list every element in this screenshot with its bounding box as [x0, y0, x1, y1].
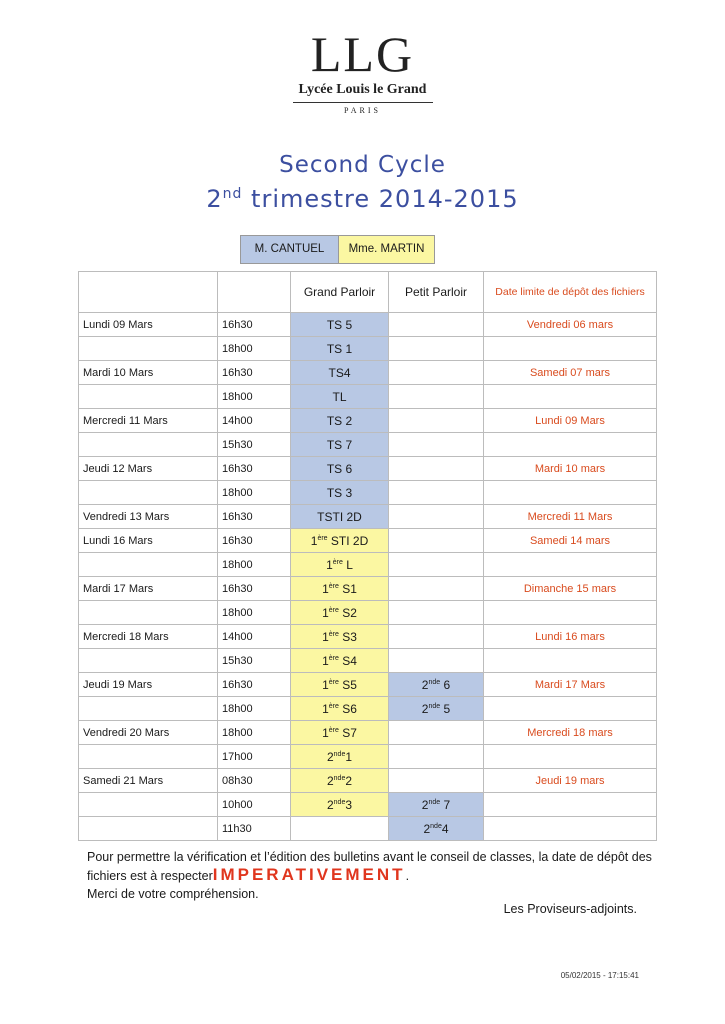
cell-grand-parloir: [291, 793, 389, 817]
class-label-sup: ère: [328, 702, 339, 710]
class-label-post: 2: [345, 773, 353, 788]
cell-time: 16h30: [218, 457, 291, 481]
cell-time: 16h30: [218, 577, 291, 601]
class-label-sup: ère: [328, 654, 339, 662]
class-label-post: 5: [440, 701, 451, 716]
page-subtitle: [0, 185, 725, 213]
cell-grand-parloir: [291, 601, 389, 625]
class-label-sup: nde: [333, 798, 346, 806]
cell-day: [79, 337, 218, 361]
cell-grand-parloir: [291, 553, 389, 577]
cell-time: 11h30: [218, 817, 291, 841]
cell-time: 15h30: [218, 433, 291, 457]
cell-day: [79, 481, 218, 505]
cell-day: Mardi 17 Mars: [79, 577, 218, 601]
cell-day: Samedi 21 Mars: [79, 769, 218, 793]
class-label-sup: ère: [332, 558, 343, 566]
cell-deadline: [484, 433, 657, 457]
class-label-pre: 1: [322, 725, 329, 740]
table-row: [79, 409, 657, 433]
cell-grand-parloir: [291, 337, 389, 361]
cell-day: Lundi 16 Mars: [79, 529, 218, 553]
cell-deadline: Dimanche 15 mars: [484, 577, 657, 601]
class-label-pre: 2: [421, 797, 429, 812]
class-label-sup: ère: [328, 630, 339, 638]
cell-deadline: Lundi 09 Mars: [484, 409, 657, 433]
table-row: [79, 649, 657, 673]
cell-time: 16h30: [218, 673, 291, 697]
class-label-pre: 2: [326, 749, 334, 764]
class-label-sup: nde: [428, 702, 441, 710]
class-label-pre: TS 2: [326, 413, 353, 428]
cell-deadline: Jeudi 19 mars: [484, 769, 657, 793]
cell-time: 16h30: [218, 529, 291, 553]
signature: Les Proviseurs-adjoints.: [503, 902, 637, 916]
header-petit-parloir: Petit Parloir: [389, 272, 484, 313]
cell-deadline: Vendredi 06 mars: [484, 313, 657, 337]
table-row: [79, 505, 657, 529]
class-label-pre: TS 6: [326, 461, 353, 476]
cell-day: Jeudi 12 Mars: [79, 457, 218, 481]
cell-time: 14h00: [218, 409, 291, 433]
notice-thanks: Merci de votre compréhension.: [87, 887, 259, 901]
class-label-pre: 1: [322, 629, 329, 644]
cell-time: 18h00: [218, 481, 291, 505]
cell-day: Vendredi 20 Mars: [79, 721, 218, 745]
cell-deadline: Mardi 17 Mars: [484, 673, 657, 697]
class-label-pre: TS4: [328, 365, 351, 380]
cell-deadline: [484, 553, 657, 577]
class-label-post: 6: [440, 677, 451, 692]
class-label-pre: 1: [322, 677, 329, 692]
class-label-post: S7: [338, 725, 357, 740]
class-label-pre: TS 3: [326, 485, 353, 500]
class-label-pre: 2: [326, 773, 334, 788]
cell-petit-parloir: [389, 817, 484, 841]
cell-time: 18h00: [218, 697, 291, 721]
class-label-pre: 2: [423, 821, 431, 836]
class-label-sup: nde: [430, 822, 442, 830]
table-row: [79, 313, 657, 337]
cell-grand-parloir: [291, 673, 389, 697]
cell-deadline: Mercredi 18 mars: [484, 721, 657, 745]
cell-day: Mardi 10 Mars: [79, 361, 218, 385]
cell-time: 18h00: [218, 601, 291, 625]
cell-time: 08h30: [218, 769, 291, 793]
page-title: Second Cycle: [279, 152, 446, 178]
cell-petit-parloir: [389, 721, 484, 745]
cell-deadline: [484, 385, 657, 409]
class-label-post: S5: [338, 677, 357, 692]
cell-grand-parloir: [291, 481, 389, 505]
cell-day: Mercredi 11 Mars: [79, 409, 218, 433]
cell-grand-parloir: [291, 457, 389, 481]
table-row: [79, 385, 657, 409]
class-label-pre: TS 5: [326, 317, 353, 332]
class-label-post: STI 2D: [327, 533, 369, 548]
class-label-sup: ère: [328, 582, 339, 590]
cell-petit-parloir: [389, 793, 484, 817]
cell-time: 17h00: [218, 745, 291, 769]
cell-deadline: [484, 793, 657, 817]
cell-day: [79, 697, 218, 721]
cell-petit-parloir: [389, 433, 484, 457]
table-row: [79, 577, 657, 601]
table-row: [79, 481, 657, 505]
cell-grand-parloir: [291, 697, 389, 721]
cell-time: 18h00: [218, 553, 291, 577]
cell-petit-parloir: [389, 313, 484, 337]
table-row: [79, 769, 657, 793]
header-grand-parloir: Grand Parloir: [291, 272, 389, 313]
cell-grand-parloir: [291, 385, 389, 409]
class-label-pre: 1: [326, 557, 333, 572]
class-label-post: S1: [338, 581, 357, 596]
class-label-sup: nde: [428, 678, 441, 686]
cell-petit-parloir: [389, 409, 484, 433]
cell-grand-parloir: [291, 817, 389, 841]
cell-time: 14h00: [218, 625, 291, 649]
legend-yellow: Mme. MARTIN: [339, 235, 435, 264]
cell-petit-parloir: [389, 361, 484, 385]
subtitle-number: 2: [206, 185, 223, 213]
cell-grand-parloir: [291, 625, 389, 649]
class-label-pre: 2: [421, 677, 429, 692]
class-label-pre: 1: [322, 605, 329, 620]
subtitle-ordinal: nd: [222, 186, 243, 202]
class-label-sup: nde: [333, 774, 346, 782]
cell-time: 18h00: [218, 385, 291, 409]
class-label-pre: TS 7: [326, 437, 353, 452]
class-label-sup: nde: [428, 798, 441, 806]
cell-day: [79, 817, 218, 841]
cell-petit-parloir: [389, 337, 484, 361]
class-label-pre: 1: [322, 581, 329, 596]
cell-petit-parloir: [389, 649, 484, 673]
class-label-pre: 1: [322, 653, 329, 668]
class-label-post: 1: [345, 749, 353, 764]
class-label-sup: nde: [333, 750, 346, 758]
cell-petit-parloir: [389, 625, 484, 649]
cell-deadline: Mardi 10 mars: [484, 457, 657, 481]
cell-petit-parloir: [389, 385, 484, 409]
cell-deadline: [484, 601, 657, 625]
class-label-pre: TS 1: [326, 341, 353, 356]
cell-deadline: [484, 481, 657, 505]
cell-petit-parloir: [389, 481, 484, 505]
cell-grand-parloir: [291, 505, 389, 529]
cell-petit-parloir: [389, 673, 484, 697]
cell-petit-parloir: [389, 697, 484, 721]
cell-time: 10h00: [218, 793, 291, 817]
logo-school-name: Lycée Louis le Grand: [298, 82, 427, 97]
cell-day: [79, 553, 218, 577]
cell-petit-parloir: [389, 577, 484, 601]
notice-sentence: Pour permettre la vérification et l’édition des bulletins avant le conseil de classes, la date de dépôt des fichiers est à respecter: [87, 850, 652, 883]
table-row: [79, 673, 657, 697]
class-label-post: 3: [345, 797, 353, 812]
cell-day: [79, 433, 218, 457]
class-label-post: 7: [440, 797, 451, 812]
logo-monogram: LLG: [310, 26, 415, 82]
table-row: [79, 721, 657, 745]
logo-divider: [293, 102, 433, 103]
cell-deadline: Samedi 07 mars: [484, 361, 657, 385]
class-label-pre: TSTI 2D: [317, 509, 362, 524]
cell-grand-parloir: [291, 721, 389, 745]
notice-period: .: [405, 869, 410, 883]
logo-city: PARIS: [344, 106, 381, 115]
header-time: [218, 272, 291, 313]
cell-day: [79, 649, 218, 673]
table-header-row: [79, 272, 657, 313]
cell-day: Jeudi 19 Mars: [79, 673, 218, 697]
class-label-post: S2: [338, 605, 357, 620]
cell-time: 15h30: [218, 649, 291, 673]
cell-petit-parloir: [389, 769, 484, 793]
table-row: [79, 553, 657, 577]
cell-day: [79, 793, 218, 817]
cell-grand-parloir: [291, 433, 389, 457]
cell-grand-parloir: [291, 649, 389, 673]
schedule-table: [78, 271, 657, 841]
cell-day: [79, 385, 218, 409]
cell-deadline: [484, 337, 657, 361]
cell-grand-parloir: [291, 313, 389, 337]
class-label-sup: ère: [317, 534, 328, 542]
table-row: [79, 457, 657, 481]
cell-petit-parloir: [389, 505, 484, 529]
cell-deadline: [484, 649, 657, 673]
class-label-sup: ère: [328, 726, 339, 734]
cell-deadline: Lundi 16 mars: [484, 625, 657, 649]
school-logo: [0, 28, 725, 115]
cell-deadline: Samedi 14 mars: [484, 529, 657, 553]
cell-petit-parloir: [389, 745, 484, 769]
cell-day: [79, 601, 218, 625]
cell-day: [79, 745, 218, 769]
cell-day: Lundi 09 Mars: [79, 313, 218, 337]
table-row: [79, 337, 657, 361]
cell-time: 18h00: [218, 721, 291, 745]
cell-day: Vendredi 13 Mars: [79, 505, 218, 529]
class-label-post: S3: [338, 629, 357, 644]
class-label-post: 4: [441, 821, 449, 836]
notice-emphasis: IMPERATIVEMENT: [212, 865, 406, 884]
cell-time: 16h30: [218, 313, 291, 337]
cell-deadline: [484, 697, 657, 721]
header-deadline: Date limite de dépôt des fichiers: [484, 272, 657, 313]
table-row: [79, 793, 657, 817]
table-row: [79, 529, 657, 553]
table-row: [79, 361, 657, 385]
cell-time: 18h00: [218, 337, 291, 361]
cell-petit-parloir: [389, 553, 484, 577]
class-label-sup: ère: [328, 678, 339, 686]
class-label-pre: 2: [326, 797, 334, 812]
cell-day: Mercredi 18 Mars: [79, 625, 218, 649]
cell-petit-parloir: [389, 601, 484, 625]
table-row: [79, 433, 657, 457]
cell-deadline: [484, 745, 657, 769]
cell-petit-parloir: [389, 457, 484, 481]
class-label-pre: 1: [322, 701, 329, 716]
class-label-sup: ère: [328, 606, 339, 614]
table-row: [79, 601, 657, 625]
cell-grand-parloir: [291, 529, 389, 553]
class-label-post: S4: [338, 653, 357, 668]
table-row: [79, 745, 657, 769]
cell-deadline: [484, 817, 657, 841]
cell-grand-parloir: [291, 769, 389, 793]
class-label-pre: TL: [332, 389, 347, 404]
legend-blue: M. CANTUEL: [240, 235, 339, 264]
class-label-post: S6: [338, 701, 357, 716]
print-timestamp: 05/02/2015 - 17:15:41: [560, 971, 639, 980]
class-label-post: L: [342, 557, 353, 572]
cell-grand-parloir: [291, 577, 389, 601]
cell-grand-parloir: [291, 361, 389, 385]
cell-time: 16h30: [218, 361, 291, 385]
table-row: [79, 625, 657, 649]
table-row: [79, 817, 657, 841]
header-day: [79, 272, 218, 313]
table-row: [79, 697, 657, 721]
color-legend: [240, 235, 435, 264]
notice-text: [87, 848, 667, 903]
class-label-pre: 1: [310, 533, 318, 548]
cell-grand-parloir: [291, 745, 389, 769]
class-label-pre: 2: [421, 701, 429, 716]
cell-deadline: Mercredi 11 Mars: [484, 505, 657, 529]
cell-grand-parloir: [291, 409, 389, 433]
cell-petit-parloir: [389, 529, 484, 553]
subtitle-text: trimestre 2014-2015: [242, 185, 519, 213]
cell-time: 16h30: [218, 505, 291, 529]
